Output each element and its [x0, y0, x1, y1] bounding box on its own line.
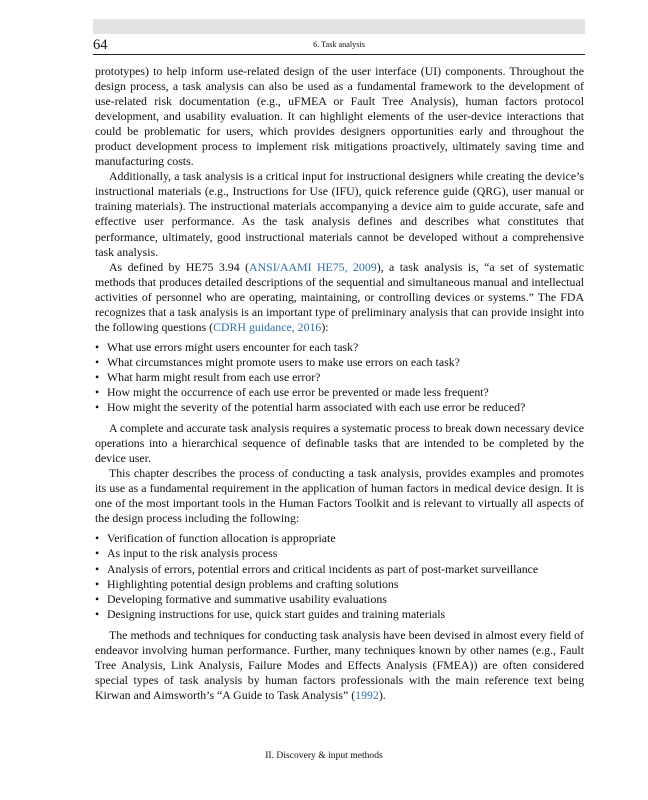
paragraph-6	[95, 628, 584, 703]
paragraph-6-text-a: The methods and techniques for conducting task analysis have been devised in almost every field of endeavor involving human performance. Further, many techniques known by other names (e.g., Fault Tree Analysis, Link Analysis, Failure Modes and Effects Analysis (FMEA)) are often considered special types of task analysis by human factors professionals with the main reference text being Kirwan and Aimsworth’s “A Guide to Task Analysis” (	[95, 627, 584, 702]
page-header	[93, 36, 585, 55]
question-item: • How might the occurrence of each use error be prevented or made less frequent?	[95, 385, 584, 400]
application-item: • As input to the risk analysis process	[95, 546, 584, 561]
paragraph-5: This chapter describes the process of conducting a task analysis, provides examples and promotes its use as a fundamental requirement in the application of human factors in medical device design. It is one of the most important tools in the Human Factors Toolkit and is relevant to virtually all aspects of the design process including the following:	[95, 466, 584, 526]
question-item: • What use errors might users encounter for each task?	[95, 340, 584, 355]
application-item: • Developing formative and summative usability evaluations	[95, 592, 584, 607]
application-item: • Designing instructions for use, quick start guides and training materials	[95, 607, 584, 622]
body-text	[95, 64, 584, 703]
paragraph-2: Additionally, a task analysis is a critical input for instructional designers while creating the device’s instructional materials (e.g., Instructions for Use (IFU), quick reference guide (QRG), user manual or training materials). The instructional materials accompanying a device aim to guide accurate, safe and effective user performance. As the task analysis defines and describes what constitutes that performance, ultimately, good instructional materials cannot be developed without a comprehensive task analysis.	[95, 169, 584, 259]
citation-link-ansi-aami[interactable]: ANSI/AAMI HE75, 2009	[249, 259, 377, 274]
paragraph-6-text-b: ).	[378, 687, 386, 702]
citation-link-1992[interactable]: 1992	[355, 687, 379, 702]
application-item: • Analysis of errors, potential errors and critical incidents as part of post-market surveillance	[95, 562, 584, 577]
application-item: • Verification of function allocation is appropriate	[95, 531, 584, 546]
paragraph-3-text-c: ):	[321, 319, 329, 334]
question-item: • How might the severity of the potential harm associated with each use error be reduced?	[95, 400, 584, 415]
paragraph-4: A complete and accurate task analysis requires a systematic process to break down necessary device operations into a hierarchical sequence of definable tasks that are intended to be completed by the device user.	[95, 421, 584, 466]
paragraph-1: prototypes) to help inform use-related design of the user interface (UI) components. Throughout the design process, a task analysis can also be used as a fundamental framework to the development of use-related risk documentation (e.g., uFMEA or Fault Tree Analysis), human factors protocol development, and usability evaluation. It can highlight elements of the user-device interactions that could be problematic for users, which provides designers opportunities early and throughout the product development process to implement risk mitigations proactively, ultimately saving time and manufacturing costs.	[95, 64, 584, 169]
application-list	[95, 531, 584, 621]
question-list	[95, 340, 584, 415]
paragraph-3-text-b: ), a task analysis is, “a set of systematic methods that produces detailed descriptions of the sequential and simultaneous manual and intellectual activities of personnel who are operating, maintaining, or controlling devices or systems.” The FDA recognizes that a task analysis is an important type of preliminary analysis that can provide insight into the following questions (	[95, 259, 584, 334]
page-number: 64	[93, 37, 108, 53]
question-item: • What circumstances might promote users to make use errors on each task?	[95, 355, 584, 370]
page-footer: II. Discovery & input methods	[265, 750, 383, 761]
header-band	[93, 19, 585, 34]
paragraph-3	[95, 260, 584, 335]
question-item: • What harm might result from each use error?	[95, 370, 584, 385]
running-head: 6. Task analysis	[313, 40, 365, 49]
citation-link-cdrh[interactable]: CDRH guidance, 2016	[213, 319, 322, 334]
paragraph-3-text-a: As defined by HE75 3.94 (	[109, 259, 250, 274]
application-item: • Highlighting potential design problems and crafting solutions	[95, 577, 584, 592]
